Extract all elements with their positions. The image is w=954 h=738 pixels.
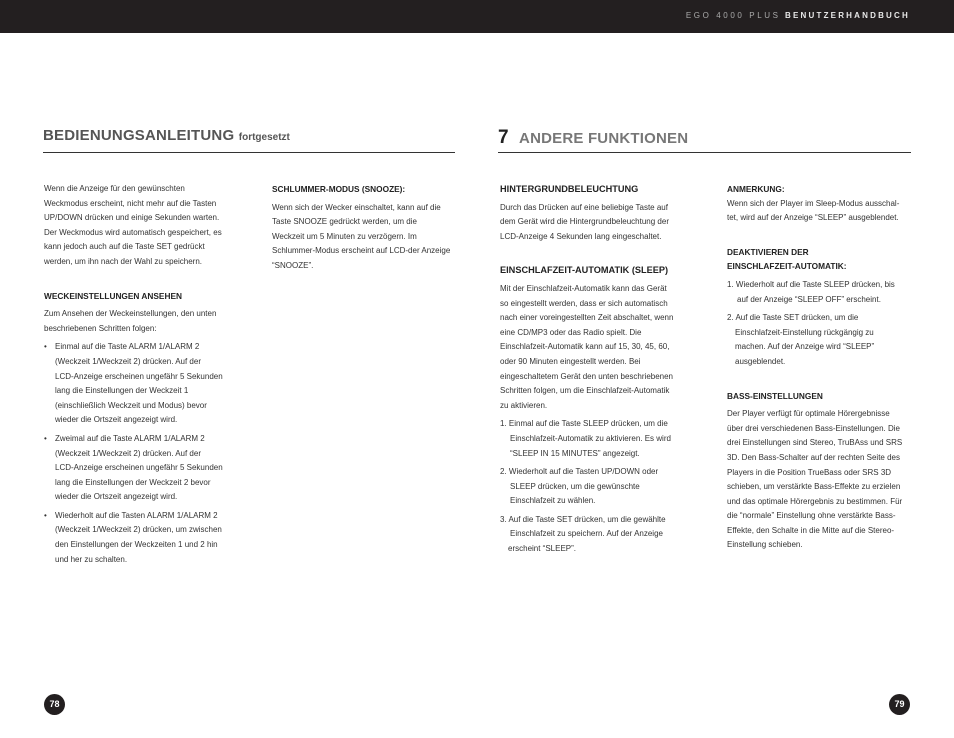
section-heading: HINTERGRUNDBELEUCHTUNG [500,184,639,194]
text-line: eine CD/MP3 oder das Radio spielt. Die [500,327,642,337]
section-heading: SCHLUMMER-MODUS (SNOOZE): [272,184,406,194]
text-line: LCD-Anzeige erscheinen ungefähr 5 Sekunden [55,371,223,381]
text-line: Schritten folgen, um die Einschlafzeit-Automatik [500,386,670,396]
section-heading: EINSCHLAFZEIT-AUTOMATIK: [727,261,847,272]
text-line: Wenn sich der Wecker einschaltet, kann auf die [272,202,441,212]
left-section-header [43,127,455,153]
text-line: ausgeblendet. [735,356,786,366]
text-line: Einstellung schieben. [727,540,803,550]
right-column-1 [500,182,715,557]
text-line: erscheint “SLEEP”. [508,544,577,554]
text-line: Schlummer-Modus erscheint auf LCD-der Anzeige [272,246,451,256]
text-line: oder 90 Minuten eingestellt werden. Bei [500,356,641,366]
list-item [44,432,244,505]
text-line: den Einstellungen der Weckzeiten 1 und 2 hin [55,540,218,550]
text-line: 3D. Den Bass-Schalter auf der rechten Seite des [727,452,900,462]
text-line: LCD-Anzeige 4 Sekunden lang eingeschaltet. [500,231,662,241]
text-line: Einschlafzeit-Automatik zu aktivieren. Es wird [510,433,671,443]
text-line: Weckzeit um 5 Minuten zu verzögern. Im [272,231,417,241]
list-item [500,465,715,509]
text-line: Zum Ansehen der Weckeinstellungen, den unten [44,309,217,319]
text-line: drei Einstellungen sind Stereo, TruBAss und SRS [727,438,903,448]
text-line: Einschlafzeit-Automatik kann auf 15, 30, 45, 60, [500,342,670,352]
list-item [500,417,715,461]
list-item [727,278,917,307]
text-line: Taste SNOOZE gedrückt werden, um die [272,217,417,227]
text-line: Players in die Position TrueBass oder SRS 3D [727,467,892,477]
text-line: Einschlafzeit-Einstellung rückgängig zu [735,327,874,337]
text-line: 2. Auf die Taste SET drücken, um die [727,313,859,323]
text-line: dem Gerät wird die Hintergrundbeleuchtung der [500,217,669,227]
text-line: die “normale” Einstellung ohne verstärkte Bass- [727,511,896,521]
section-heading: WECKEINSTELLUNGEN ANSEHEN [44,290,182,301]
text-line: Weckmodus erscheint, nicht mehr auf die Tasten [44,198,217,208]
right-column-2 [727,182,917,553]
list-item [44,340,244,428]
text-line: (Weckzeit 1/Weckzeit 2) drücken, um zwischen [55,525,222,535]
text-line: 3. Auf die Taste SET drücken, um die gewählte [500,514,666,524]
text-line: 2. Wiederholt auf die Tasten UP/DOWN oder [500,467,659,477]
list-item [727,311,917,369]
text-line: kann jedoch auch auf die Taste SET gedrückt [44,242,205,252]
text-line: Mit der Einschlafzeit-Automatik kann das Gerät [500,283,667,293]
left-column-2 [272,182,462,274]
text-line: • Zweimal auf die Taste ALARM 1/ALARM 2 [55,433,205,443]
text-line: “SNOOZE”. [272,260,314,270]
text-line: Wenn die Anzeige für den gewünschten [44,184,185,193]
left-column-1 [44,182,244,567]
text-line: “SLEEP IN 15 MINUTES” angezeigt. [510,448,640,458]
text-line: wieder die Ortszeit angezeigt wird. [55,492,178,502]
text-line: werden, um ihn nach der Wahl zu speichern. [44,256,203,266]
text-line: • Einmal auf die Taste ALARM 1/ALARM 2 [55,342,200,352]
model-name: EGO 4000 PLUS [685,11,781,20]
page-number-left: 78 [44,694,65,715]
text-line: machen. Auf der Anzeige wird “SLEEP” [735,342,875,352]
running-header [686,11,910,20]
text-line: eingeschaltetem Gerät den unten beschriebenen [500,371,674,381]
text-line: lang die Einstellungen der Weckzeit 2 bevor [55,477,211,487]
text-line: Der Weckmodus wird automatisch gespeichert, es [44,227,222,237]
text-line: wieder die Ortszeit angezeigt wird. [55,415,178,425]
text-line: (Weckzeit 1/Weckzeit 2) drücken. Auf der [55,448,201,458]
text-line: Einschlafzeit zu speichern. Auf der Anzeige [510,529,663,539]
page-number-right: 79 [889,694,910,715]
text-line: • Wiederholt auf die Tasten ALARM 1/ALARM 2 [55,510,218,520]
text-line: (Weckzeit 1/Weckzeit 2) drücken. Auf der [55,356,201,366]
text-line: 1. Wiederholt auf die Taste SLEEP drücken, bis [727,279,895,289]
numbered-list [727,278,917,370]
text-line: zu aktivieren. [500,400,548,410]
text-line: lang die Einstellungen der Weckzeit 1 [55,386,189,396]
header-bar [0,0,954,33]
text-line: nach einer voreingestellten Zeit abschaltet, wenn [500,313,674,323]
left-section-title: BEDIENUNGSANLEITUNG [43,127,235,144]
numbered-list [500,417,715,556]
right-section-title: ANDERE FUNKTIONEN [519,130,689,147]
text-line: tet, wird auf der Anzeige “SLEEP” ausgeblendet. [727,213,899,223]
text-line: UP/DOWN drücken und einige Sekunden warten. [44,213,220,223]
manual-title: BENUTZERHANDBUCH [785,11,910,20]
right-section-header [498,127,911,153]
chapter-number: 7 [498,127,509,148]
left-section-subtitle: fortgesetzt [238,132,290,143]
text-line: so eingestellt werden, dass er sich automatisch [500,298,668,308]
text-line: (einschließlich Weckzeit und Modus) bevor [55,400,207,410]
bullet-list [44,340,244,567]
text-line: und her zu schalten. [55,554,128,564]
text-line: und das optimale Hörergebnis zu bestimmen. Für [727,496,903,506]
list-item [500,513,715,557]
section-heading: BASS-EINSTELLUNGEN [727,390,823,401]
text-line: Einschlafzeit zu wählen. [510,496,596,506]
text-line: beschriebenen Schritten folgen: [44,323,157,333]
text-line: SLEEP drücken, um die gewünschte [510,481,640,491]
text-line: Effekte, den Schalte in die Mitte auf die Stereo- [727,525,895,535]
section-heading: EINSCHLAFZEIT-AUTOMATIK (SLEEP) [500,265,669,276]
text-line: Durch das Drücken auf eine beliebige Taste auf [500,202,668,212]
text-line: 1. Einmal auf die Taste SLEEP drücken, um die [500,419,668,429]
text-line: auf der Anzeige “SLEEP OFF” erscheint. [737,294,881,304]
section-heading: DEAKTIVIEREN DER [727,246,809,257]
text-line: über drei verschiedenen Bass-Einstellungen. Die [727,423,900,433]
text-line: LCD-Anzeige erscheinen ungefähr 5 Sekunden [55,463,223,473]
note-heading: ANMERKUNG: [727,184,785,194]
list-item [44,509,244,567]
text-line: schieben, um verstärkte Bass-Effekte zu erzielen [727,482,901,492]
text-line: Wenn sich der Player im Sleep-Modus ausschal- [727,198,900,208]
text-line: Der Player verfügt für optimale Hörergebnisse [727,409,890,419]
